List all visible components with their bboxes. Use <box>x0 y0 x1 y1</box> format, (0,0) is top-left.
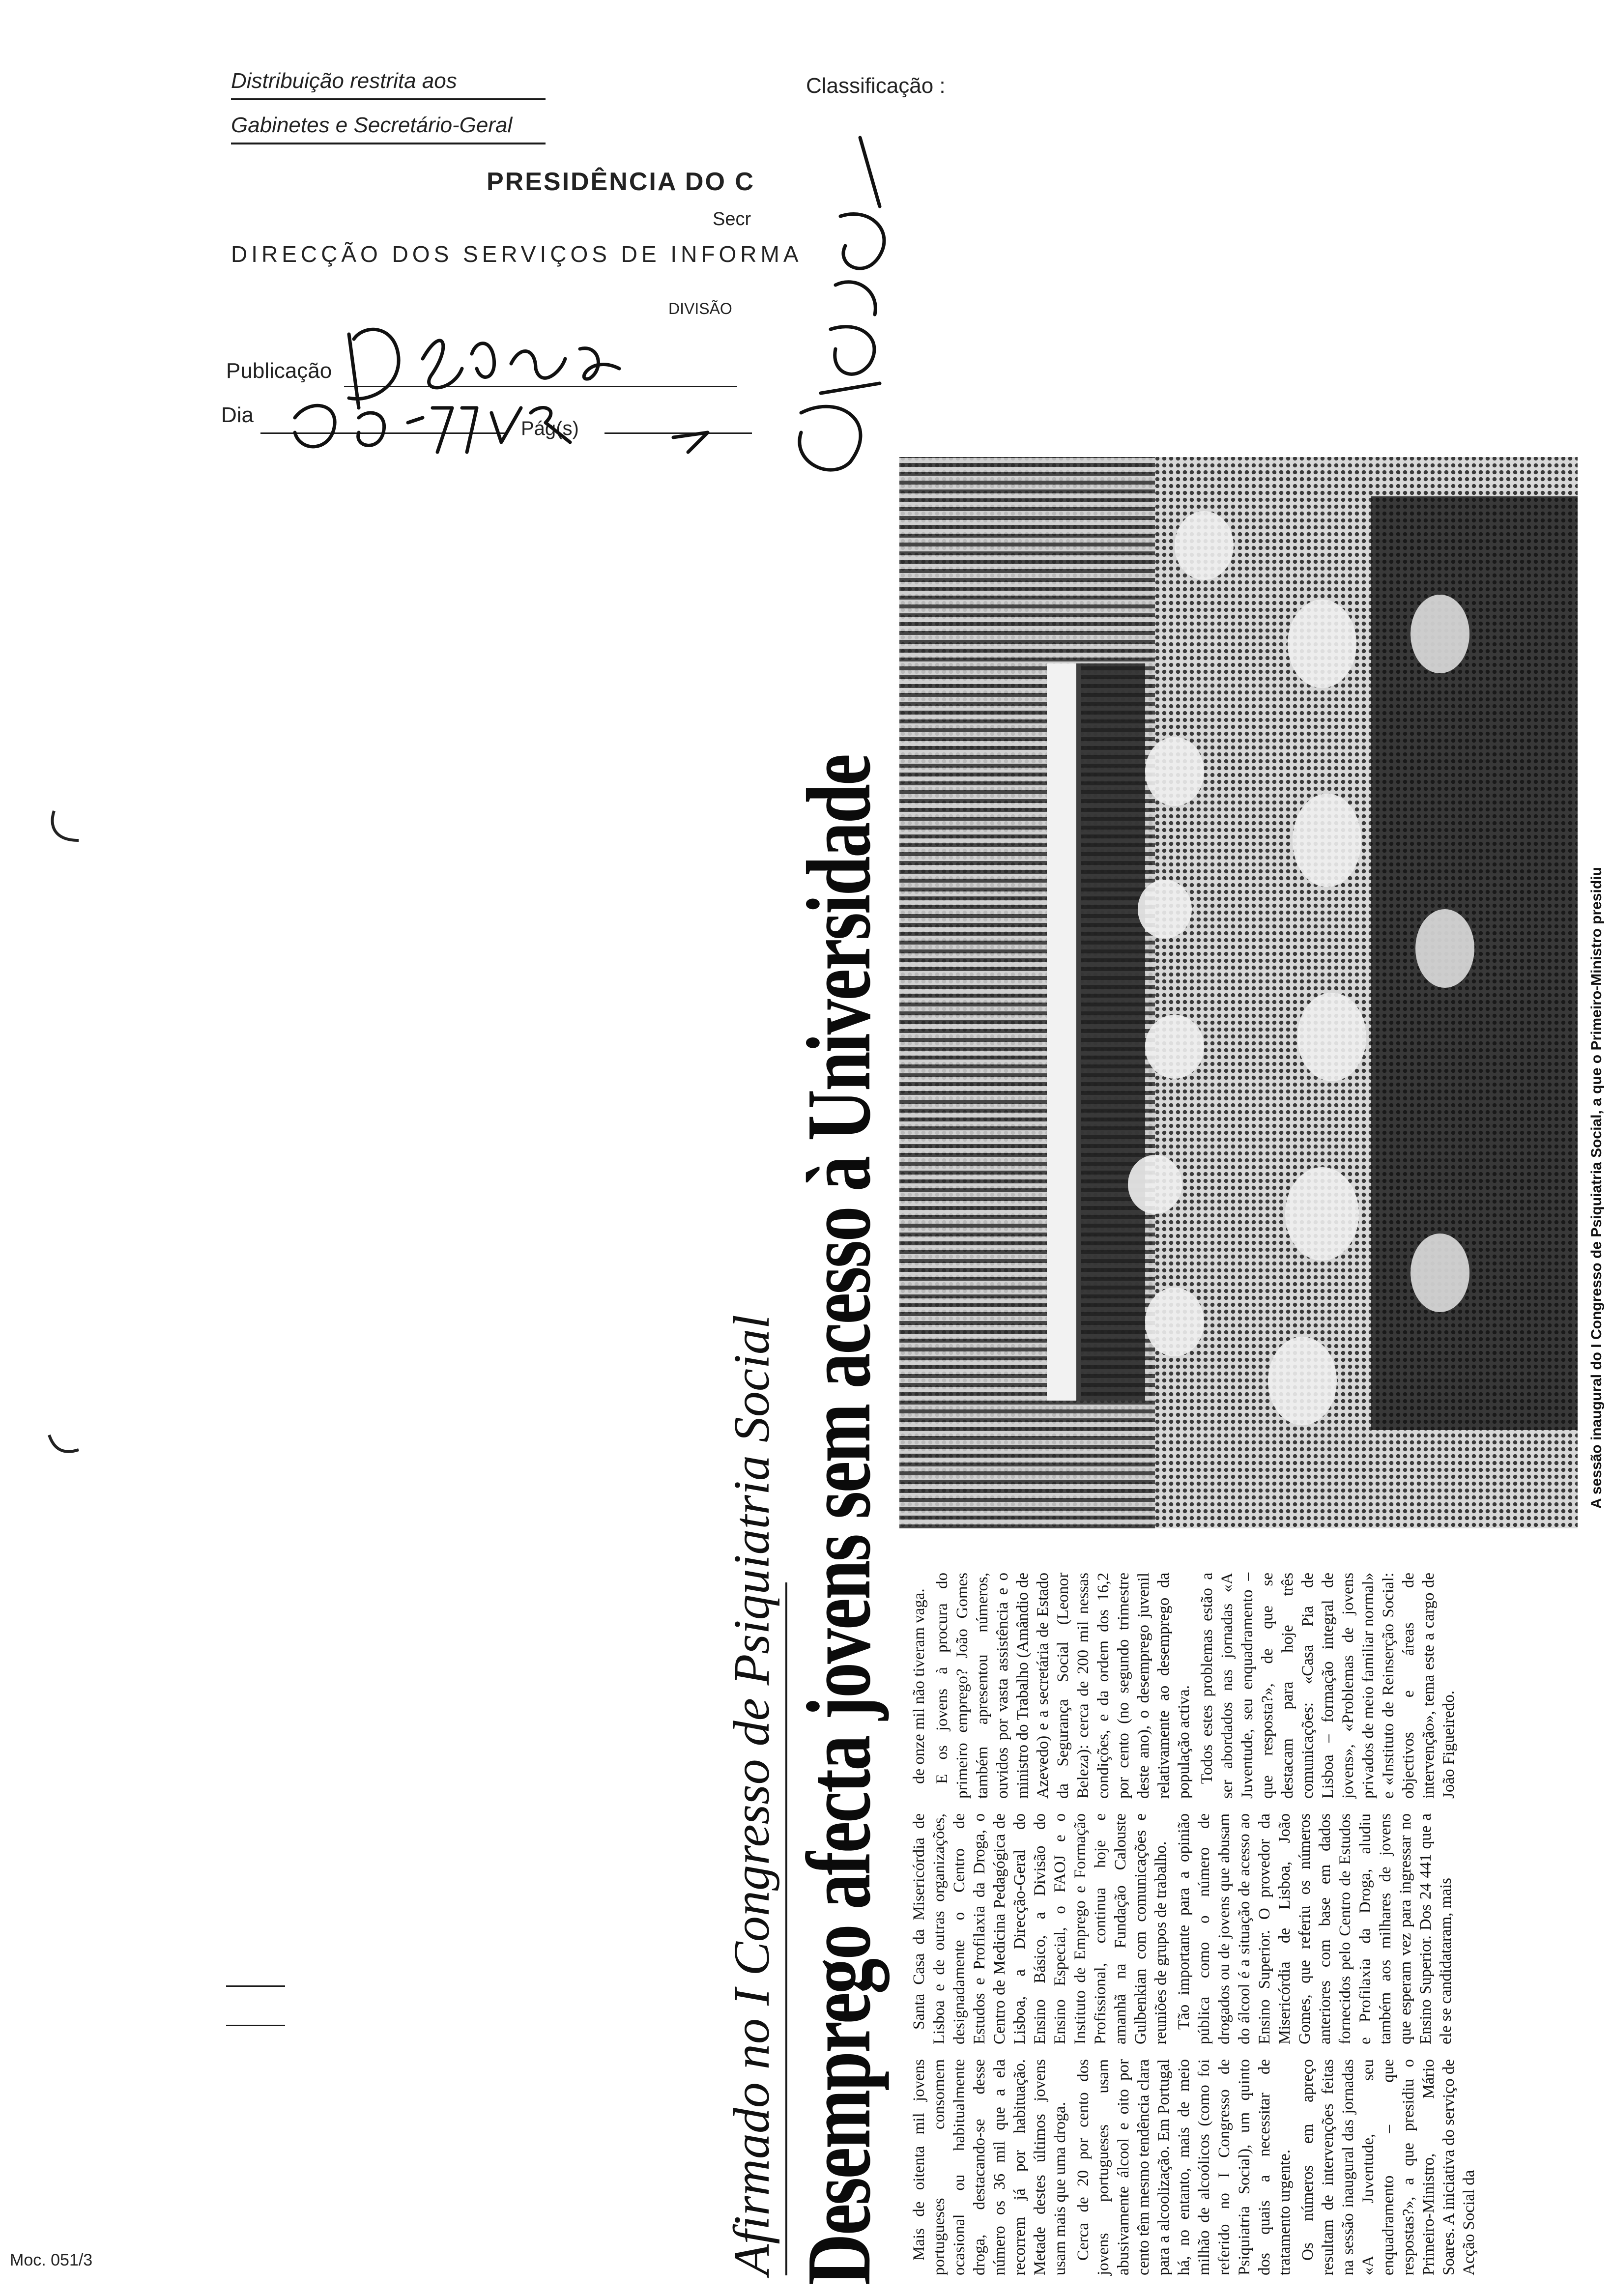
margin-rule <box>226 2025 285 2026</box>
divider-line <box>231 98 546 100</box>
article-paragraph: Todos estes problemas estão a ser abordados nas jornadas «A Juventude, seu enquadramento – que resposta?», de que se destacam para hoje três comunicações: «Casa Pia de Lisboa – formação integral de jovens», «Problemas de jovens privados de meio familiar normal» e «Instituto de Reinserção Social: objectivos e áreas de intervenção», tema este a cargo de João Figueiredo. <box>1198 1573 1458 1799</box>
classification-label: Classificação : <box>806 74 946 98</box>
article-paragraph: de onze mil não tiveram vaga. <box>910 1588 928 1784</box>
article-paragraph: Santa Casa da Misericórdia de Lisboa e de outras organizações, designadamente o Centro de Estudos e Profilaxia da Droga, o Centro de Medicina Pedagógica de Lisboa, a Direcção-Geral do Ensino Básico, a Divisão do Ensino Especial, o FAOJ e o Instituto de Emprego e Formação Profissional, continua hoje e amanhã na Fundação Calouste Gulbenkian com comunicações e reuniões de grupos de trabalho. <box>910 1813 1170 2044</box>
directorate-title: DIRECÇÃO DOS SERVIÇOS DE INFORMA <box>231 241 803 267</box>
article-paragraph: Cerca de 20 por cento dos jovens portugueses usam abusivamente álcool e oito por cento têm mesmo tendência clara para a alcoolização. Em Portugal há, no entanto, mais de meio milhão de alcoólicos (como foi referido no I Congresso de Psiquiatria Social), um quinto dos quais a necessitar de tratamento urgente. <box>1074 2059 1294 2275</box>
day-label: Dia <box>221 403 254 427</box>
article-paragraph: Mais de oitenta mil jovens portugueses consomem ocasional ou habitualmente droga, destacando-se desse número os 36 mil que a ela recorrem já por habituação. Metade destes últimos jovens usam mais que uma droga. <box>910 2059 1069 2275</box>
publication-label: Publicação <box>226 359 332 383</box>
division-label: DIVISÃO <box>668 300 732 317</box>
distribution-line-2: Gabinetes e Secretário-Geral <box>231 113 513 137</box>
distribution-line-1: Distribuição restrita aos <box>231 69 457 93</box>
punch-mark <box>39 1425 98 1484</box>
article-column-2 <box>909 1813 1459 2044</box>
org-subtitle: Secr <box>713 209 751 230</box>
margin-rule <box>226 1985 285 1987</box>
newspaper-clipping <box>713 113 1612 2285</box>
article-paragraph: E os jovens à procura do primeiro emprego? João Gomes também apresentou números, ouvidos por vasta assistência e o ministro do Trabalho (Amândio de Azevedo) e a secretária de Estado da Segurança Social (Leonor Beleza): cerca de 200 mil nessas condições, e da ordem dos 16,2 por cento (no segundo trimestre deste ano), o desemprego juvenil relativamente ao desemprego da população activa. <box>933 1573 1193 1799</box>
kicker-text: Afirmado no I Congresso de Psiquiatria Social <box>723 1315 780 2275</box>
congress-photo <box>899 457 1578 1528</box>
article-paragraph: Os números em apreço resultam de intervenções feitas na sessão inaugural das jornadas «A Juventude, seu enquadramento – que respostas?», a que presidiu o Primeiro-Ministro, Mário Soares. A iniciativa do serviço de Acção Social da <box>1299 2059 1478 2275</box>
punch-mark <box>39 806 98 865</box>
article-column-3 <box>909 1573 1462 1799</box>
form-code: Moc. 051/3 <box>10 2251 93 2269</box>
org-title: PRESIDÊNCIA DO C <box>487 168 755 196</box>
pages-label: Pág(s) <box>521 418 579 439</box>
article-column-1 <box>909 2059 1482 2275</box>
divider-line <box>231 143 546 144</box>
headline: Desemprego afecta jovens sem acesso à Universidade <box>788 755 890 2285</box>
photo-caption: A sessão inaugural do I Congresso de Psiquiatria Social, a que o Primeiro-Ministro presidiu <box>1588 867 1605 1509</box>
article-paragraph: Tão importante para a opinião pública como o número de drogados ou de jovens que abusam do álcool é a situação de acesso ao Ensino Superior. O provedor da Misericórdia de Lisboa, João Gomes, que referiu os números anteriores com base em dados fornecidos pelo Centro de Estudos e Profilaxia da Droga, aludiu também aos milhares de jovens que esperam vez para ingressar no Ensino Superior. Dos 24 441 que a ele se candidataram, mais <box>1175 1813 1455 2044</box>
